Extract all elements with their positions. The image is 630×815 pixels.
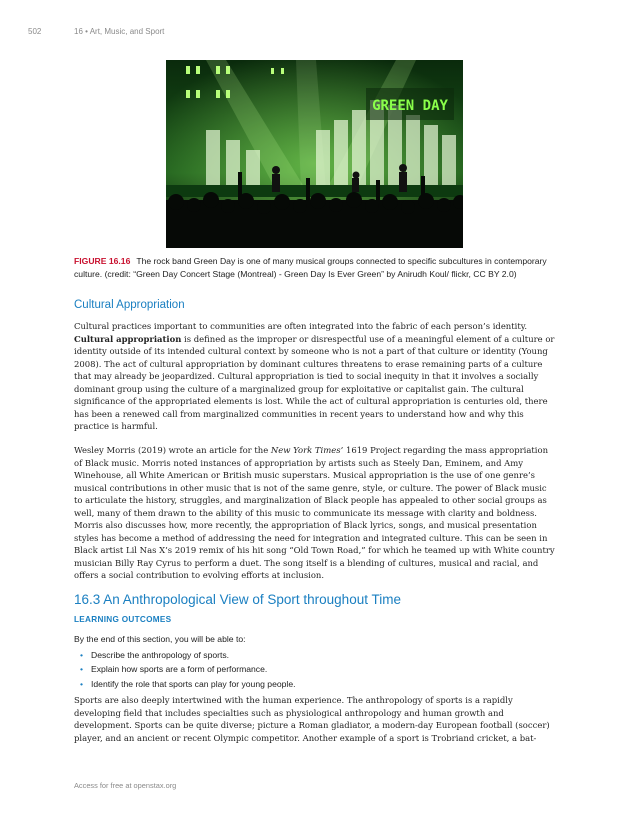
list-item: • Explain how sports are a form of performance. bbox=[80, 662, 295, 676]
page-number: 502 bbox=[28, 27, 42, 36]
p1-rest: is defined as the improper or disrespectful use of a meaningful element of a culture or identity outside of its intended cultural context by someone who is not a part of that culture or identity (Young 2008). The act of cultural appropriation by dominant cultures threatens to erase remaining parts of a culture that may already be jeopardized. Cultural appropriation is tied to social inequity in that it involves a socially dominant group using the culture of a marginalized group for exploitative or capitalist gain. The cultural significance of the appropriated elements is lost. While the act of cultural appropriation is centuries old, there has been a renewed call from marginalized communities in recent years to understand how and why this practice is harmful. bbox=[74, 333, 555, 431]
chapter-title: 16 • Art, Music, and Sport bbox=[74, 27, 165, 36]
learning-outcomes-heading: LEARNING OUTCOMES bbox=[74, 615, 172, 624]
concert-photo bbox=[166, 60, 463, 248]
figure-caption-text: The rock band Green Day is one of many musical groups connected to specific subcultures in contemporary culture. (credit: “Green Day Concert Stage (Montreal) - Green Day Is Ever Green” by Anirudh Koul/ flickr, CC BY 2.0) bbox=[74, 256, 547, 279]
paragraph-sport: Sports are also deeply intertwined with the human experience. The anthropology of sports is a rapidly developing field that includes specialties such as physiological anthropology and human growth and development. Sports can be quite diverse; picture a Roman gladiator, a modern-day European football (soccer) player, and an ancient or recent Olympic competitor. Another example of a sport is Trobriand cricket, a bat- bbox=[74, 695, 550, 743]
p2-rest: ’ 1619 Project regarding the mass appropriation of Black music. Morris noted instances of appropriation by artists such as Steely Dan, Eminem, and Amy Winehouse, all White American or British music superstars. Musical appropriation is the use of one genre’s musical contributions in other music that is not of the same genre, style, or culture. The power of Black music to articulate the history, struggles, and marginalization of Black people has appealed to other social groups as well, many of them drawn to the ability of this music to communicate its message with clarity and boldness. Morris also discusses how, more recently, the appropriation of Black lyrics, songs, and musical presentation styles has become a method of addressing the need for integration and integrated culture. This can be seen in Black artist Lil Nas X’s 2019 remix of his hit song “Old Town Road,” for which he teamed up with White country musician Billy Ray Cyrus to perform a duet. The song itself is a blending of cultures, musical and racial, and offers a social contribution to evolving efforts at inclusion. bbox=[74, 445, 555, 580]
key-term: Cultural appropriation bbox=[74, 333, 182, 344]
p1-lead: Cultural practices important to communities are often integrated into the fabric of each person’s identity. bbox=[74, 321, 528, 331]
paragraph-music-appropriation bbox=[74, 444, 556, 582]
list-item: • Identify the role that sports can play for young people. bbox=[80, 677, 295, 691]
list-item: • Describe the anthropology of sports. bbox=[80, 648, 295, 662]
section-heading: Cultural Appropriation bbox=[74, 299, 185, 311]
page-footer: Access for free at openstax.org bbox=[74, 781, 177, 790]
section-title: 16.3 An Anthropological View of Sport throughout Time bbox=[74, 592, 401, 607]
learning-outcomes-list bbox=[80, 648, 295, 691]
paragraph-cultural-appropriation bbox=[74, 320, 556, 433]
p2-lead: Wesley Morris (2019) wrote an article for the bbox=[74, 445, 271, 455]
figure-caption bbox=[74, 255, 554, 281]
learning-outcomes-intro: By the end of this section, you will be able to: bbox=[74, 634, 246, 644]
page-header bbox=[28, 27, 164, 36]
stage-banner-text: GREEN DAY bbox=[372, 98, 448, 114]
publication-title: New York Times bbox=[270, 445, 341, 455]
figure-label: FIGURE 16.16 bbox=[74, 256, 131, 266]
